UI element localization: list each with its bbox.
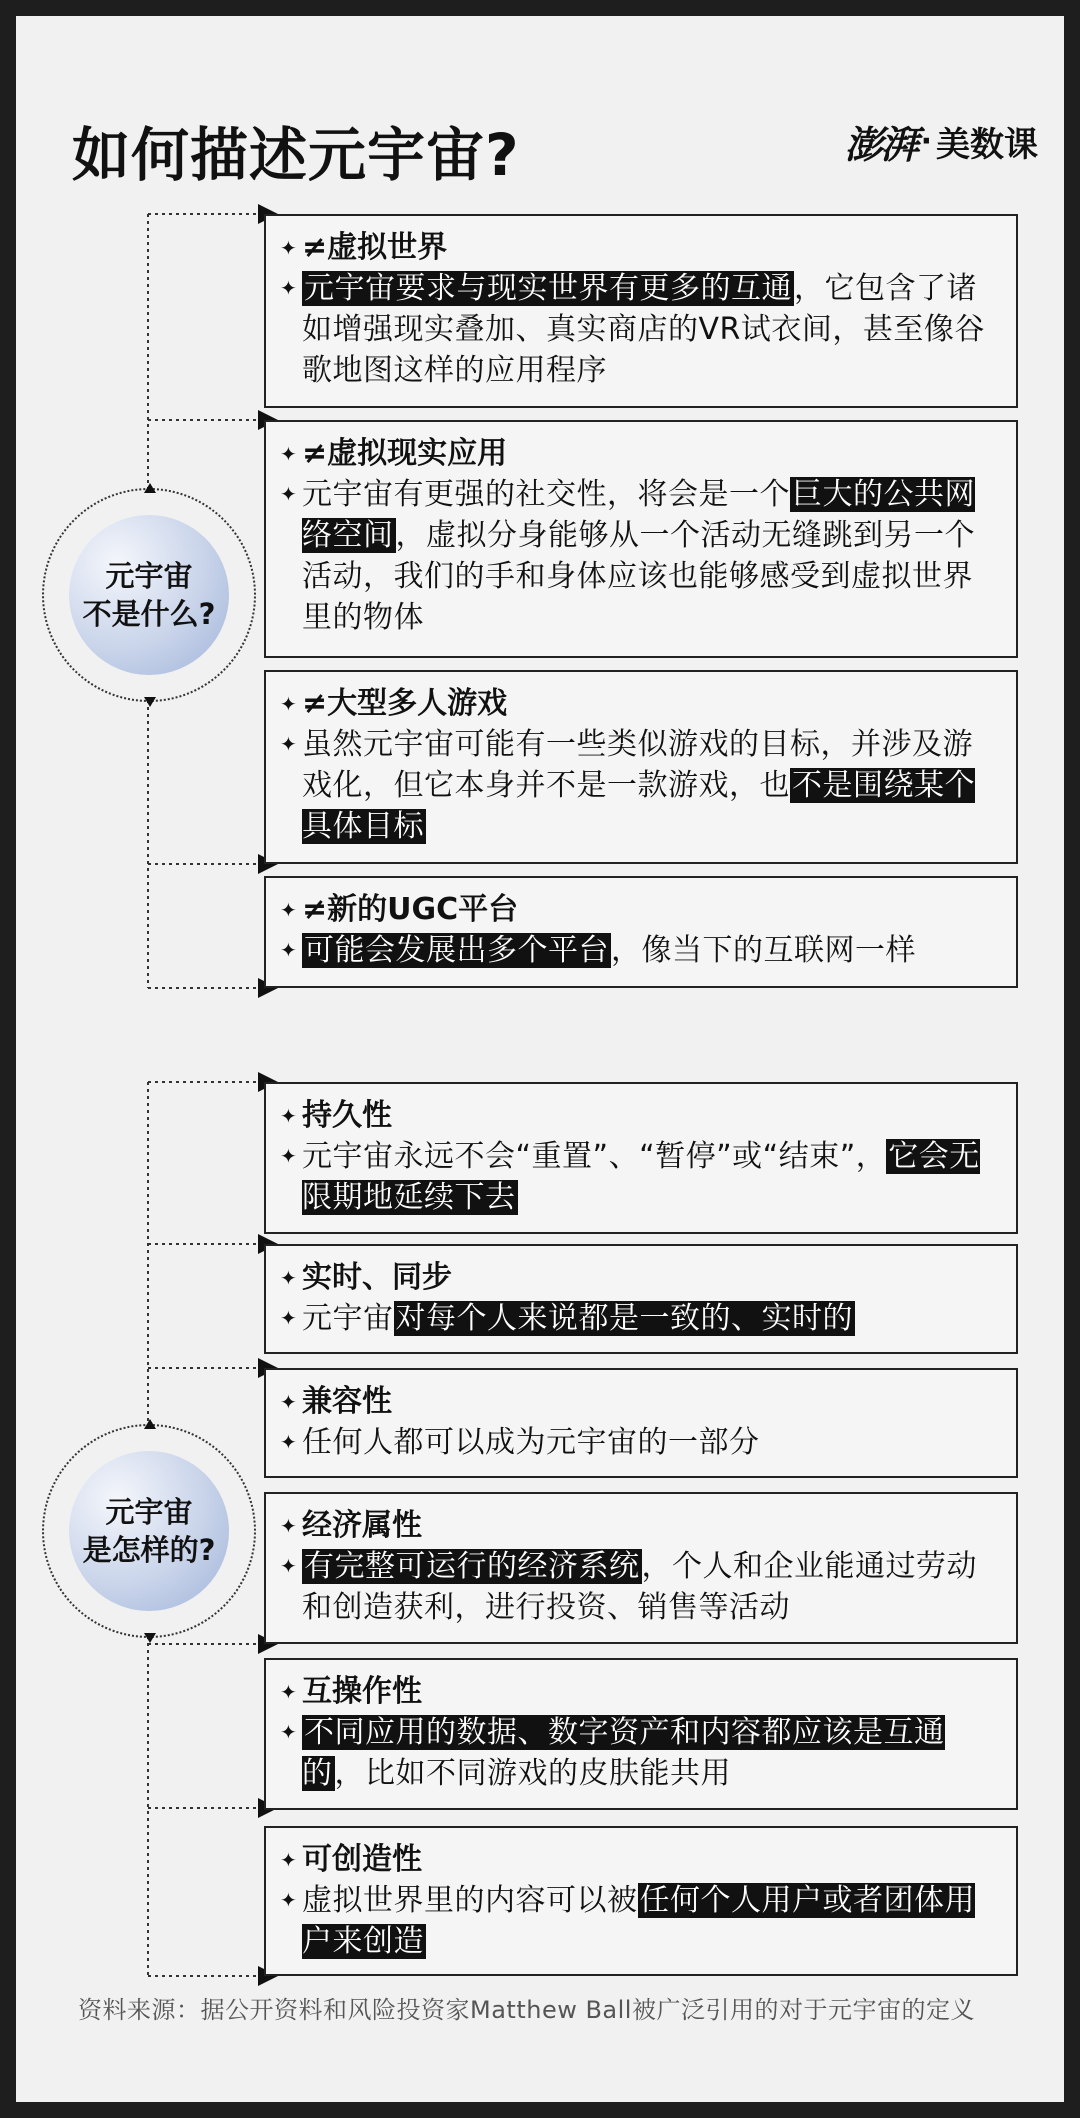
- card-heading: 实时、同步: [302, 1260, 452, 1295]
- sparkle-icon: ✦: [280, 1104, 297, 1128]
- card-body-row: [280, 1712, 1002, 1794]
- logo-separator: ·: [920, 123, 932, 159]
- card-creativity: [264, 1826, 1018, 1976]
- circle-label-line2: 是怎样的?: [82, 1533, 216, 1567]
- sparkle-icon: ✦: [280, 938, 297, 962]
- page-title: 如何描述元宇宙?: [72, 121, 520, 189]
- highlighted-text: 元宇宙要求与现实世界有更多的互通: [304, 271, 792, 306]
- card-body: [302, 268, 1002, 391]
- card-heading-row: [280, 434, 1002, 474]
- highlighted-text: 有完整可运行的经济系统: [304, 1549, 640, 1584]
- sparkle-icon: ✦: [280, 1390, 297, 1414]
- card-heading-row: [280, 1258, 1002, 1298]
- arrow-down-icon: [144, 1633, 156, 1643]
- card-body-row: [280, 1136, 1002, 1218]
- card-realtime: [264, 1244, 1018, 1354]
- highlighted-text: 不是围绕某个具体目标: [302, 768, 975, 844]
- card-not-virtual-world: [264, 214, 1018, 408]
- logo-mark: 澎湃: [844, 121, 917, 167]
- arrow-down-icon: [144, 697, 156, 707]
- card-heading: 经济属性: [302, 1508, 422, 1543]
- circle-label-line2: 不是什么?: [82, 597, 216, 631]
- circle-label: [83, 1493, 216, 1569]
- sparkle-icon: ✦: [280, 482, 297, 506]
- arrow-up-icon: [144, 1419, 156, 1429]
- card-interoperability: [264, 1658, 1018, 1810]
- circle-fill: [69, 515, 229, 675]
- card-heading-row: [280, 228, 1002, 268]
- card-body: [302, 1880, 1002, 1962]
- circle-label: [83, 557, 216, 633]
- sparkle-icon: ✦: [280, 732, 297, 756]
- card-heading: 可创造性: [302, 1842, 422, 1877]
- sparkle-icon: ✦: [280, 898, 297, 922]
- card-persistence: [264, 1082, 1018, 1234]
- body-text: ，个人和企业能通过劳动和创造获利，进行投资、销售等活动: [302, 1549, 977, 1625]
- highlighted-text: 不同应用的数据、数字资产和内容都应该是互通的: [302, 1715, 945, 1791]
- sparkle-icon: ✦: [280, 1306, 297, 1330]
- body-text: ，比如不同游戏的皮肤能共用: [334, 1756, 731, 1791]
- body-text: 虚拟世界里的内容可以被: [302, 1883, 638, 1918]
- sparkle-icon: ✦: [280, 1144, 297, 1168]
- card-heading: 互操作性: [302, 1674, 422, 1709]
- card-body-row: [280, 724, 1002, 847]
- card-body: [302, 474, 1002, 638]
- arrow-up-icon: [144, 483, 156, 493]
- sparkle-icon: ✦: [280, 1554, 297, 1578]
- card-not-ugc: [264, 876, 1018, 988]
- sparkle-icon: ✦: [280, 692, 297, 716]
- circle-label-line1: 元宇宙: [105, 559, 193, 593]
- highlighted-text: 它会无限期地延续下去: [302, 1139, 980, 1215]
- card-heading: ≠大型多人游戏: [302, 686, 508, 721]
- card-body-row: [280, 1880, 1002, 1962]
- body-text: ，虚拟分身能够从一个活动无缝跳到另一个活动，我们的手和身体应该也能够感受到虚拟世界里的物体: [302, 518, 975, 635]
- sparkle-icon: ✦: [280, 1888, 297, 1912]
- card-body: [302, 724, 1002, 847]
- card-heading: 持久性: [302, 1098, 392, 1133]
- sparkle-icon: ✦: [280, 276, 297, 300]
- card-body: [302, 1136, 1002, 1218]
- body-text: 元宇宙有更强的社交性，将会是一个: [302, 477, 790, 512]
- highlighted-text: 可能会发展出多个平台: [304, 933, 609, 968]
- card-heading: ≠虚拟世界: [302, 230, 448, 265]
- card-body-row: [280, 1422, 1002, 1463]
- sparkle-icon: ✦: [280, 236, 297, 260]
- card-heading: ≠虚拟现实应用: [302, 436, 508, 471]
- highlighted-text: 对每个人来说都是一致的、实时的: [395, 1301, 853, 1336]
- card-heading-row: [280, 1382, 1002, 1422]
- card-heading-row: [280, 684, 1002, 724]
- highlighted-text: 巨大的公共网络空间: [302, 477, 975, 553]
- body-text: 元宇宙永远不会“重置”、“暂停”或“结束”，: [302, 1139, 887, 1174]
- card-not-vr-app: [264, 420, 1018, 658]
- card-heading-row: [280, 1672, 1002, 1712]
- body-text: ，它包含了诸如增强现实叠加、真实商店的VR试衣间，甚至像谷歌地图这样的应用程序: [302, 271, 985, 388]
- section-label-not: [42, 488, 256, 702]
- card-heading-row: [280, 890, 1002, 930]
- card-heading-row: [280, 1506, 1002, 1546]
- card-economy: [264, 1492, 1018, 1644]
- body-text: 虽然元宇宙可能有一些类似游戏的目标，并涉及游戏化，但它本身并不是一款游戏，也: [302, 727, 973, 803]
- sparkle-icon: ✦: [280, 1848, 297, 1872]
- card-heading-row: [280, 1096, 1002, 1136]
- card-body-row: [280, 1298, 1002, 1339]
- sparkle-icon: ✦: [280, 1720, 297, 1744]
- sparkle-icon: ✦: [280, 1514, 297, 1538]
- publisher-logo: [845, 116, 1038, 166]
- sparkle-icon: ✦: [280, 442, 297, 466]
- card-body: [302, 1422, 760, 1463]
- card-body: [302, 1546, 1002, 1628]
- card-not-mmo: [264, 670, 1018, 864]
- card-body: [302, 930, 916, 971]
- source-note: 资料来源：据公开资料和风险投资家Matthew Ball被广泛引用的对于元宇宙的定义: [78, 1996, 975, 2024]
- body-text: 元宇宙: [302, 1301, 394, 1336]
- logo-text: 美数课: [936, 124, 1038, 165]
- card-compatibility: [264, 1368, 1018, 1478]
- card-heading-row: [280, 1840, 1002, 1880]
- card-heading: 兼容性: [302, 1384, 392, 1419]
- sparkle-icon: ✦: [280, 1266, 297, 1290]
- card-body: [302, 1298, 855, 1339]
- card-body-row: [280, 930, 1002, 971]
- card-body-row: [280, 1546, 1002, 1628]
- body-text: ，像当下的互联网一样: [611, 933, 916, 968]
- card-body-row: [280, 268, 1002, 391]
- section-label-is: [42, 1424, 256, 1638]
- highlighted-text: 任何个人用户或者团体用户来创造: [302, 1883, 975, 1959]
- body-text: 任何人都可以成为元宇宙的一部分: [302, 1425, 760, 1460]
- sparkle-icon: ✦: [280, 1430, 297, 1454]
- circle-label-line1: 元宇宙: [105, 1495, 193, 1529]
- sparkle-icon: ✦: [280, 1680, 297, 1704]
- card-body-row: [280, 474, 1002, 638]
- card-body: [302, 1712, 1002, 1794]
- card-heading: ≠新的UGC平台: [302, 892, 519, 927]
- circle-fill: [69, 1451, 229, 1611]
